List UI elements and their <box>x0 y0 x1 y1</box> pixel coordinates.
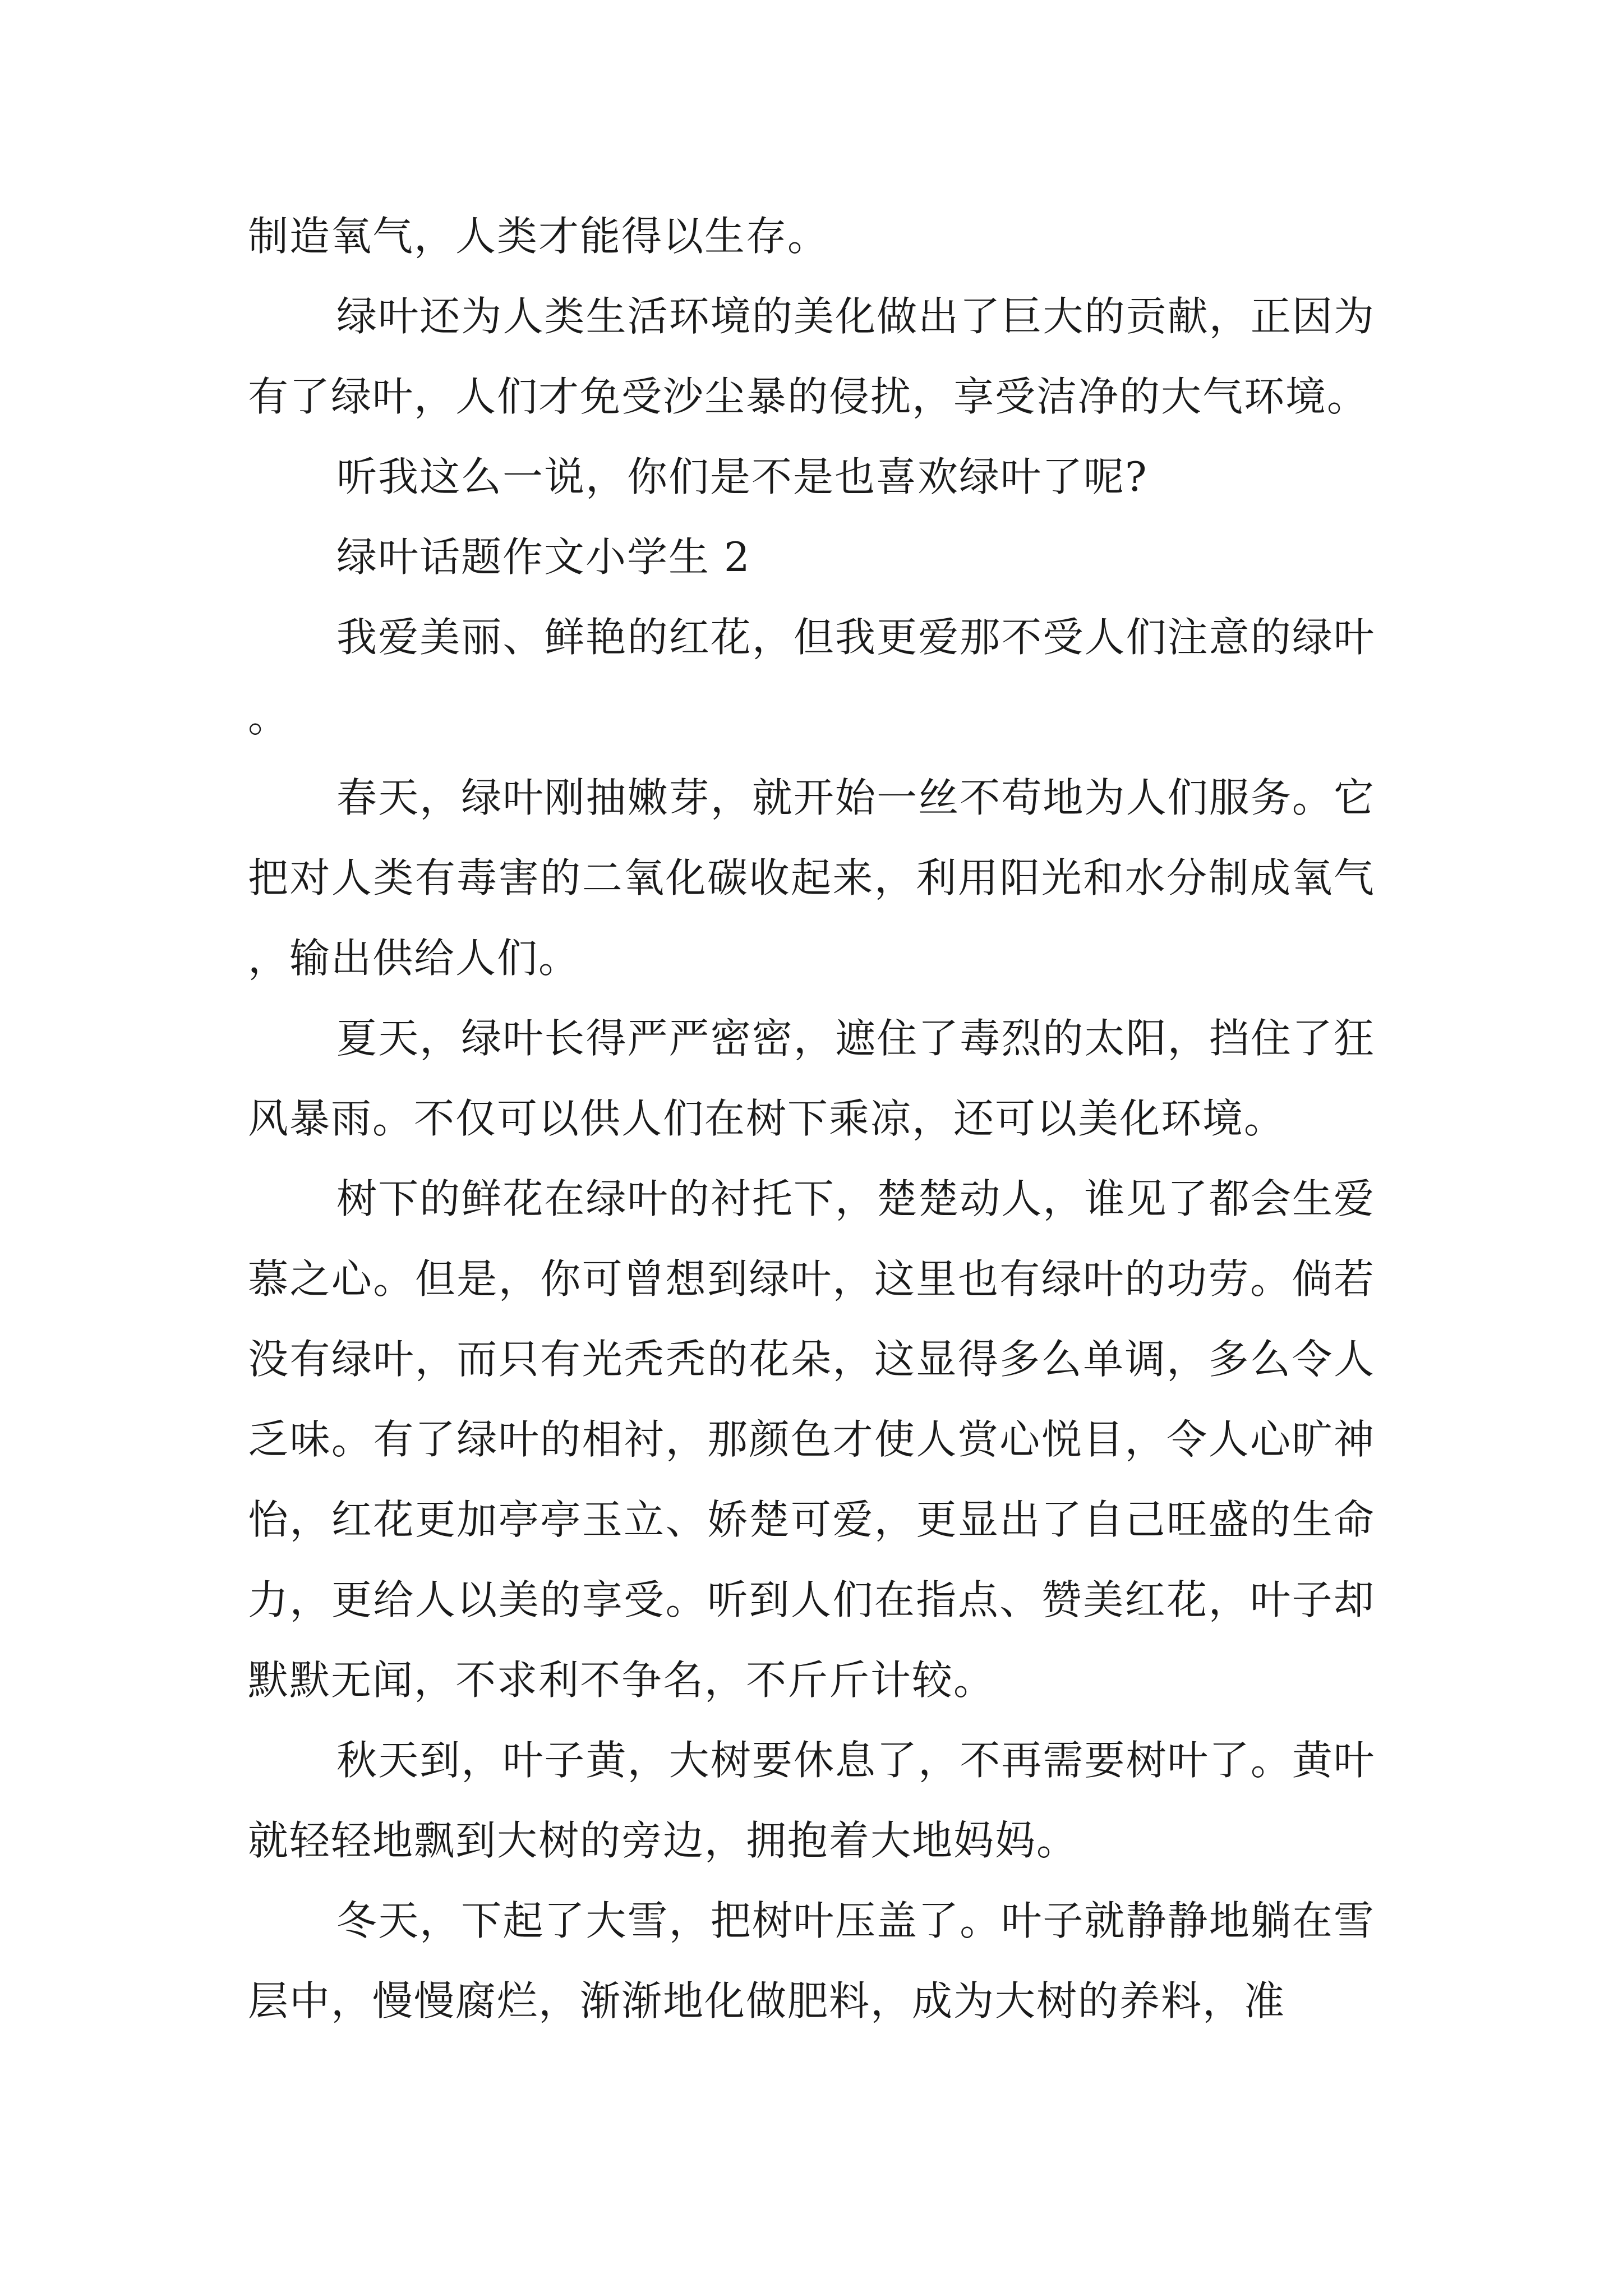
paragraph: 春天，绿叶刚抽嫩芽，就开始一丝不苟地为人们服务。它把对人类有毒害的二氧化碳收起来，利用阳光和水分制成氧气，输出供给人们。 <box>248 774 1375 982</box>
paragraph: 夏天，绿叶长得严严密密，遮住了毒烈的太阳，挡住了狂风暴雨。不仅可以供人们在树下乘凉，还可以美化环境。 <box>248 1015 1375 1142</box>
paragraph-continuation: 制造氧气，人类才能得以生存。 <box>248 213 829 260</box>
paragraph: 冬天，下起了大雪，把树叶压盖了。叶子就静静地躺在雪层中，慢慢腐烂，渐渐地化做肥料，成为大树的养料，准 <box>248 1897 1375 2024</box>
paragraph: 绿叶还为人类生活环境的美化做出了巨大的贡献，正因为有了绿叶，人们才免受沙尘暴的侵扰，享受洁净的大气环境。 <box>248 293 1375 420</box>
document-body <box>248 196 1375 2041</box>
paragraph: 我爱美丽、鲜艳的红花，但我更爱那不受人们注意的绿叶。 <box>248 614 1375 741</box>
paragraph: 树下的鲜花在绿叶的衬托下，楚楚动人，谁见了都会生爱慕之心。但是，你可曾想到绿叶，这里也有绿叶的功劳。倘若没有绿叶，而只有光秃秃的花朵，这显得多么单调，多么令人乏味。有了绿叶的相衬，那颜色才使人赏心悦目，令人心旷神怡，红花更加亭亭玉立、娇楚可爱，更显出了自己旺盛的生命力，更给人以美的享受。听到人们在指点、赞美红花，叶子却默默无闻，不求利不争名，不斤斤计较。 <box>248 1175 1375 1704</box>
paragraph: 听我这么一说，你们是不是也喜欢绿叶了呢? <box>336 453 1148 500</box>
paragraph: 秋天到，叶子黄，大树要休息了，不再需要树叶了。黄叶就轻轻地飘到大树的旁边，拥抱着大地妈妈。 <box>248 1737 1375 1864</box>
section-heading: 绿叶话题作文小学生 2 <box>336 533 751 581</box>
